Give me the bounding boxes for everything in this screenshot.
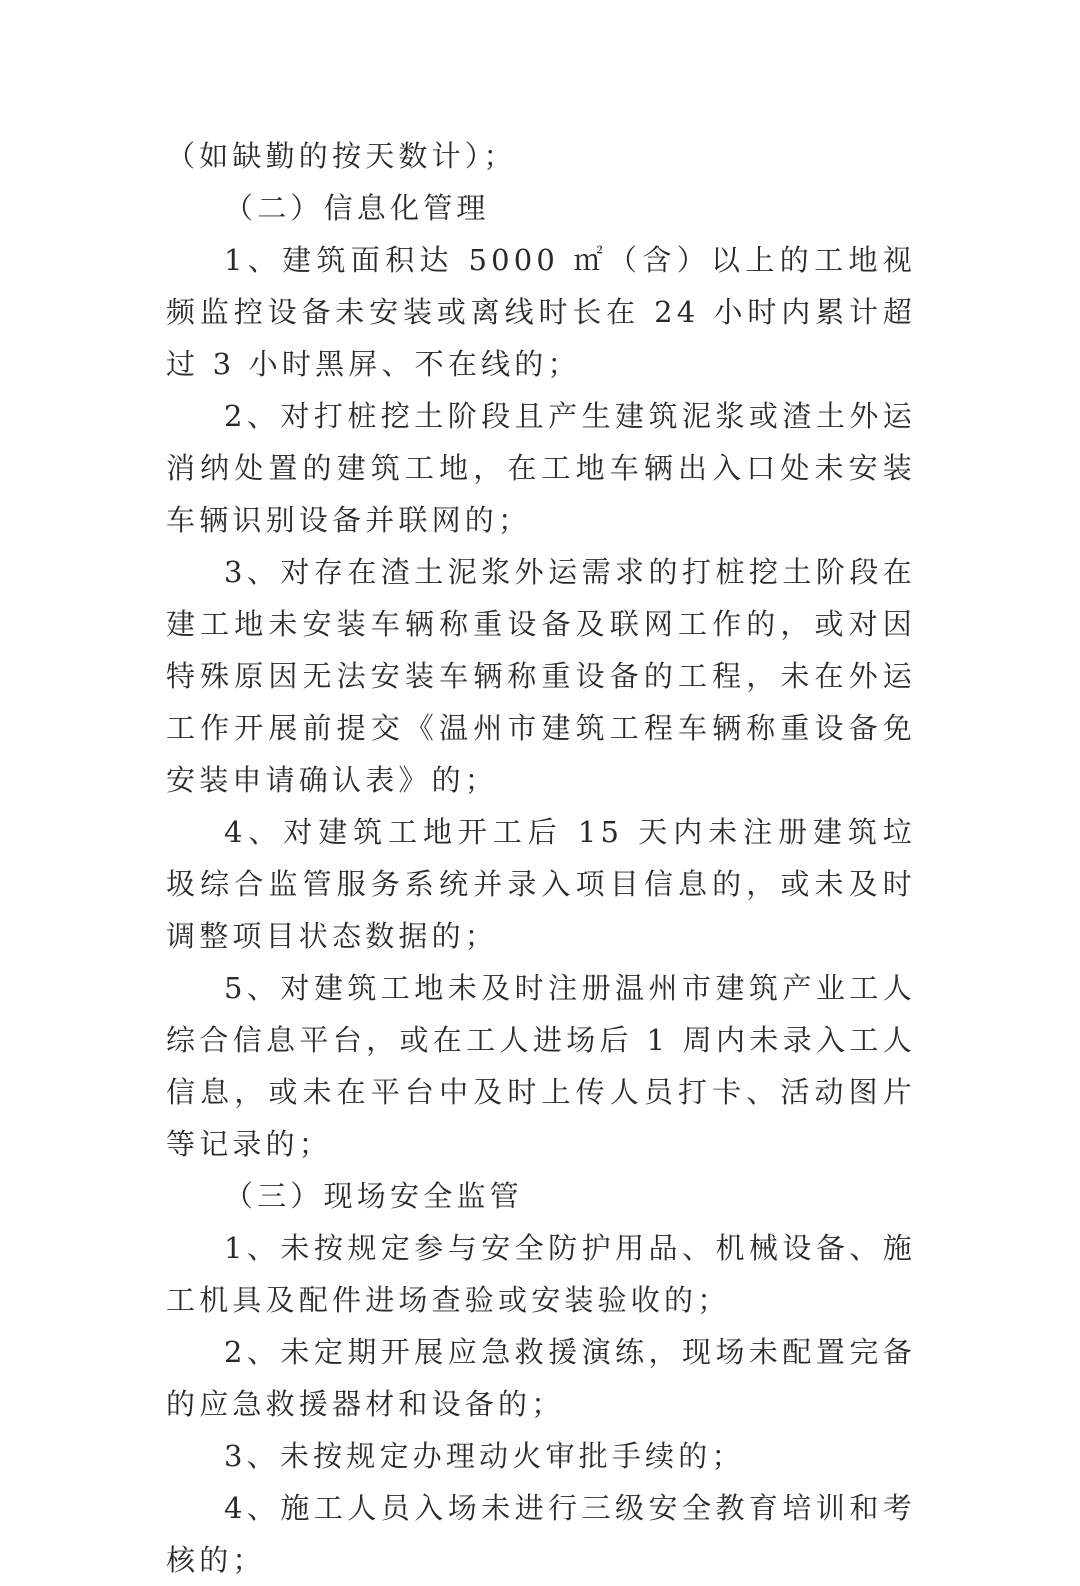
list-item: 2、对打桩挖土阶段且产生建筑泥浆或渣土外运消纳处置的建筑工地，在工地车辆出入口处未安装车辆识别设备并联网的； <box>166 399 916 537</box>
list-item: 1、未按规定参与安全防护用品、机械设备、施工机具及配件进场查验或安装验收的； <box>166 1231 916 1317</box>
document-body <box>166 130 916 1586</box>
list-item: 3、对存在渣土泥浆外运需求的打桩挖土阶段在建工地未安装车辆称重设备及联网工作的，或对因特殊原因无法安装车辆称重设备的工程，未在外运工作开展前提交《温州市建筑工程车辆称重设备免安装申请确认表》的； <box>166 555 916 797</box>
list-item: 4、对建筑工地开工后 15 天内未注册建筑垃圾综合监管服务系统并录入项目信息的，或未及时调整项目状态数据的； <box>166 815 916 953</box>
list-item: 1、建筑面积达 5000 ㎡（含）以上的工地视频监控设备未安装或离线时长在 24 小时内累计超过 3 小时黑屏、不在线的； <box>166 243 916 381</box>
section-heading-informatization: （二）信息化管理 <box>224 191 490 225</box>
list-item: 4、施工人员入场未进行三级安全教育培训和考核的； <box>166 1491 916 1577</box>
paragraph-continuation: （如缺勤的按天数计）； <box>166 139 517 173</box>
list-item: 3、未按规定办理动火审批手续的； <box>224 1439 745 1473</box>
list-item: 5、对建筑工地未及时注册温州市建筑产业工人综合信息平台，或在工人进场后 1 周内未录入工人信息，或未在平台中及时上传人员打卡、活动图片等记录的； <box>166 971 916 1161</box>
section-heading-site-safety: （三）现场安全监管 <box>224 1179 523 1213</box>
list-item: 2、未定期开展应急救援演练，现场未配置完备的应急救援器材和设备的； <box>166 1335 916 1421</box>
